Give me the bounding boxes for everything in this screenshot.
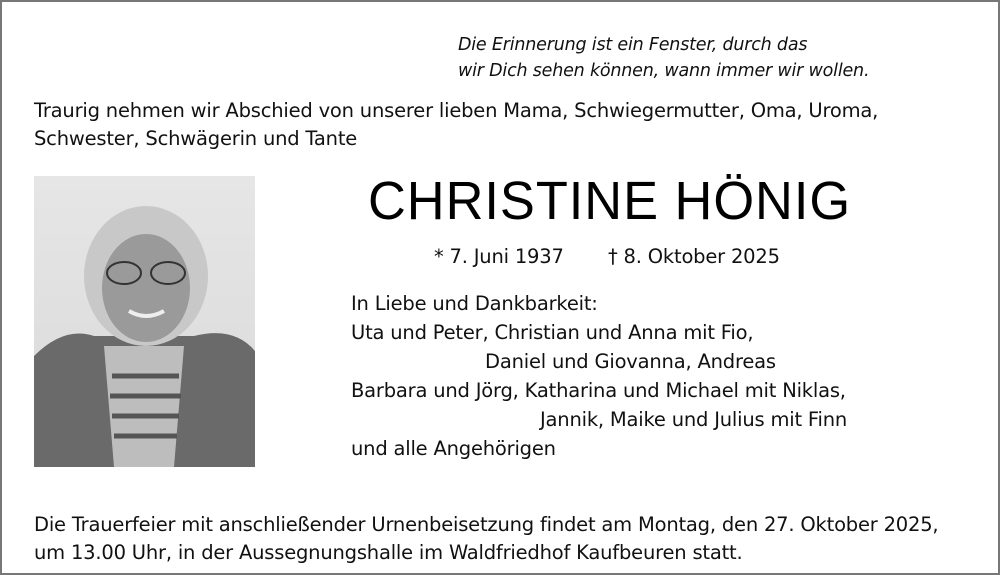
funeral-line-2: um 13.00 Uhr, in der Aussegnungshalle im Waldfriedhof Kaufbeuren statt. (34, 541, 743, 564)
family-line-4: Barbara und Jörg, Katharina und Michael mit Niklas, (351, 379, 846, 402)
family-line-2: Uta und Peter, Christian und Anna mit Fio, (351, 321, 754, 344)
portrait-photo-image (34, 176, 255, 467)
death-date: † 8. Oktober 2025 (608, 245, 780, 268)
funeral-line-1: Die Trauerfeier mit anschließender Urnenbeisetzung findet am Montag, den 27. Oktober 2025, (34, 513, 939, 536)
family-line-1: In Liebe und Dankbarkeit: (351, 292, 598, 315)
portrait-photo (34, 176, 255, 467)
deceased-name: CHRISTINE HÖNIG (368, 171, 852, 231)
birth-date: * 7. Juni 1937 (434, 245, 564, 268)
quote-line-1: Die Erinnerung ist ein Fenster, durch das (458, 35, 808, 55)
family-line-5: Jannik, Maike und Julius mit Finn (540, 408, 848, 431)
intro-line-2: Schwester, Schwägerin und Tante (34, 127, 358, 150)
quote-line-2: wir Dich sehen können, wann immer wir wollen. (458, 61, 870, 81)
family-line-3: Daniel und Giovanna, Andreas (485, 350, 776, 373)
intro-line-1: Traurig nehmen wir Abschied von unserer lieben Mama, Schwiegermutter, Oma, Uroma, (34, 99, 879, 122)
family-line-6: und alle Angehörigen (351, 437, 556, 460)
